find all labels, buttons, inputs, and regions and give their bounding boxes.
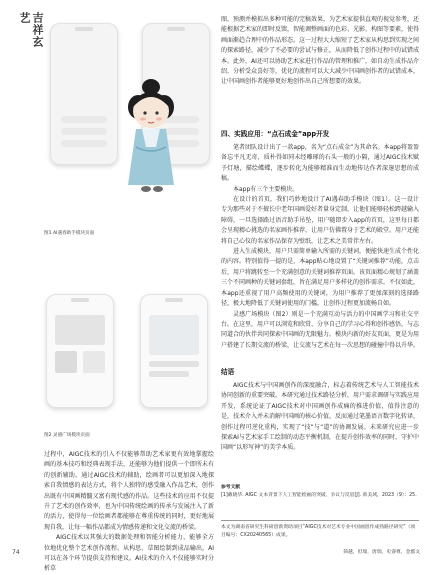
funding-note: 本文为湖南省研究生科研创新资助项目“AIGC技术对艺术专业中国画创作成熟路径研究”（项目编号：CX20240565）成果。 bbox=[221, 525, 416, 538]
conclusion-heading: 结语 bbox=[221, 368, 235, 376]
reference-item: [1]戴晓华. AIGC 文本背景下人工智能绘画的突破、争议与反思[J]. 新美域，2023（9）：25. bbox=[221, 493, 417, 498]
figure-2 bbox=[44, 282, 214, 427]
references-title: 参考文献 bbox=[221, 485, 241, 490]
paragraph: AIGC技术与中国画创作的深度融合，标志着传统艺术与人工智能技术协同创新的重要突破。本研究通过技术路径分析，用户需求调研与实践应用开发，系统论证了AIGC技术对中国画创作成痛的推进价值，值得注意的是，技术介入并未消解中国画的核心价值，反而通过笔墨语言数字化转译，创作过程可逆化重构，实现了“技”与“道”的协调发展。未来研究应进一步探索AI与艺术家手工绘制的动态平衡机制，在提升创作效率的同时，守护中国画“以形写神”的美学本质。 bbox=[221, 382, 420, 452]
paragraph: 图，预测并模拟出多种可能的完稿效果，为艺术家提供直观的视觉参考，还能根据艺术家的即时反馈，智能调整画面的色彩、光影、构图等要素，使得画面渐趋合理中的作品形态。这一过程大大缩短了艺术家从构思到实现之间的探索路径，减少了不必要的尝试与修正，从而降低了创作过程中的试错成本。此外，AI还可以协助艺术家进行作品的管理和推广，如自动生成作品介绍、分析受众喜好等，优化的流程可以大大减少中国画创作者的试错成本，让中国画创作者能够更好地创作出自己所想要的效果。 bbox=[221, 16, 420, 86]
conclusion-body bbox=[221, 381, 419, 454]
left-column-text bbox=[44, 450, 214, 575]
section-4-body bbox=[221, 143, 419, 351]
paragraph: 过程中，AIGC技术的引入不仅能够帮助艺术家更有效地掌握绘画的基本技巧和经典表现手法，还能够为他们提供一个即所未有的创新辅助。通过AIGC技术的辅助，绘画者可以更加深入地探索自我情感的表达方式，将个人独特的感受融入作品艺术，创作出既有中国画精髓又富有现代感的作品。这些技术的应用不仅提升了艺术的创作效率，也为中国传统绘画的传承与发展注入了新的活力，使得每一位绘画者都能够在尊重传统的同时，更好地展现自我，让每一幅作品都成为情感传递和文化交流的桥梁。 bbox=[44, 451, 214, 531]
right-column-top-text bbox=[221, 15, 419, 88]
paragraph: 灵感广场模块（图2）则是一个充满互动与活力的中国画学习和社交平台。在这里，用户可以浏览和欣赏、分享自己的学习心得和创作感悟，与志同道合的伙伴共同探索中国画的无限魅力。模块内新的好友页面，更是为用户搭建了长期交流的桥梁，让交流与艺术在每一次思想的碰撞中得以升华。 bbox=[221, 310, 420, 349]
paragraph: 本app有三个主要模块。 bbox=[233, 185, 299, 193]
paragraph: AIGC技术以其强大的数据处理和智能分析能力，能够全方位地优化整个艺术创作流程。从构思、草图绘制到成品输出，AI可以在各个环节提供支持和建议。AI技术的介入不仅能够实时分析草 bbox=[44, 534, 214, 573]
figure-1 bbox=[44, 17, 214, 207]
phone-mockup-right bbox=[140, 294, 208, 408]
divider bbox=[221, 520, 419, 521]
paragraph: 进入生成模块，用户只需简单输入所需的关键词，便能快速生成个性化的内容。特别值得一提的是，本app贴心地设置了“关键词推荐”功能，点击后，用户将跳转至一个充满创意的关键词推荐页面。该页面精心规划了涵盖三个不同画种的关键词套组，旨在满足用户多样化的创作需求。不仅如此，本app还重视了用户高频使用的关键词，为用户推荐了更加深刻的选择路径，极大地降低了关键词使用的门槛，让创作过程更加流畅自如。 bbox=[221, 248, 420, 308]
journal-logo: 吉祥玄艺 bbox=[18, 12, 44, 48]
phone-mockup-left bbox=[46, 294, 114, 408]
section-heading-4: 四、实践应用：“点石成金”app开发 bbox=[221, 130, 330, 138]
paragraph: 笔者团队设计出了一款app，名为“点石成金”为其命名。本app将盈盈备忘平凡无奇，质朴得如同未经雕琢的石头一般的小隔，通过AIGC技术赋予灯塘，描绘蝶蝶，逐步转化为能够精准而生动地传达作者深邃思想的成稿。 bbox=[221, 144, 419, 183]
phone-mockup-left bbox=[50, 23, 118, 165]
paragraph: 在设计的首页，我们巧妙地设计了AI遇春助手模块（图1）。这一设计专为那些对于不擅长中老年国画爱好者量身定制，让他们能够轻松跨越输入障碍，一旦选择路过语音助手吊坠，用户随即步入app的首页，这里每日都会呈现精心挑选的名家画作推荐，让用户仿佛置身于艺术的殿堂。用户还能将自己心仪的名家作品保存为壁纸，让艺术之美常伴左右。 bbox=[221, 196, 420, 245]
authors: 简越，但瑞，唐瑞，史睿尊，金郡文 bbox=[343, 550, 420, 555]
references bbox=[221, 484, 419, 500]
page-number: 74 bbox=[12, 549, 20, 556]
doll-illustration bbox=[116, 77, 186, 205]
figure-2-caption: 图2 灵感广场模块页面 bbox=[44, 433, 90, 438]
figure-1-caption: 图1 AI遇春助手模块页面 bbox=[44, 231, 95, 236]
